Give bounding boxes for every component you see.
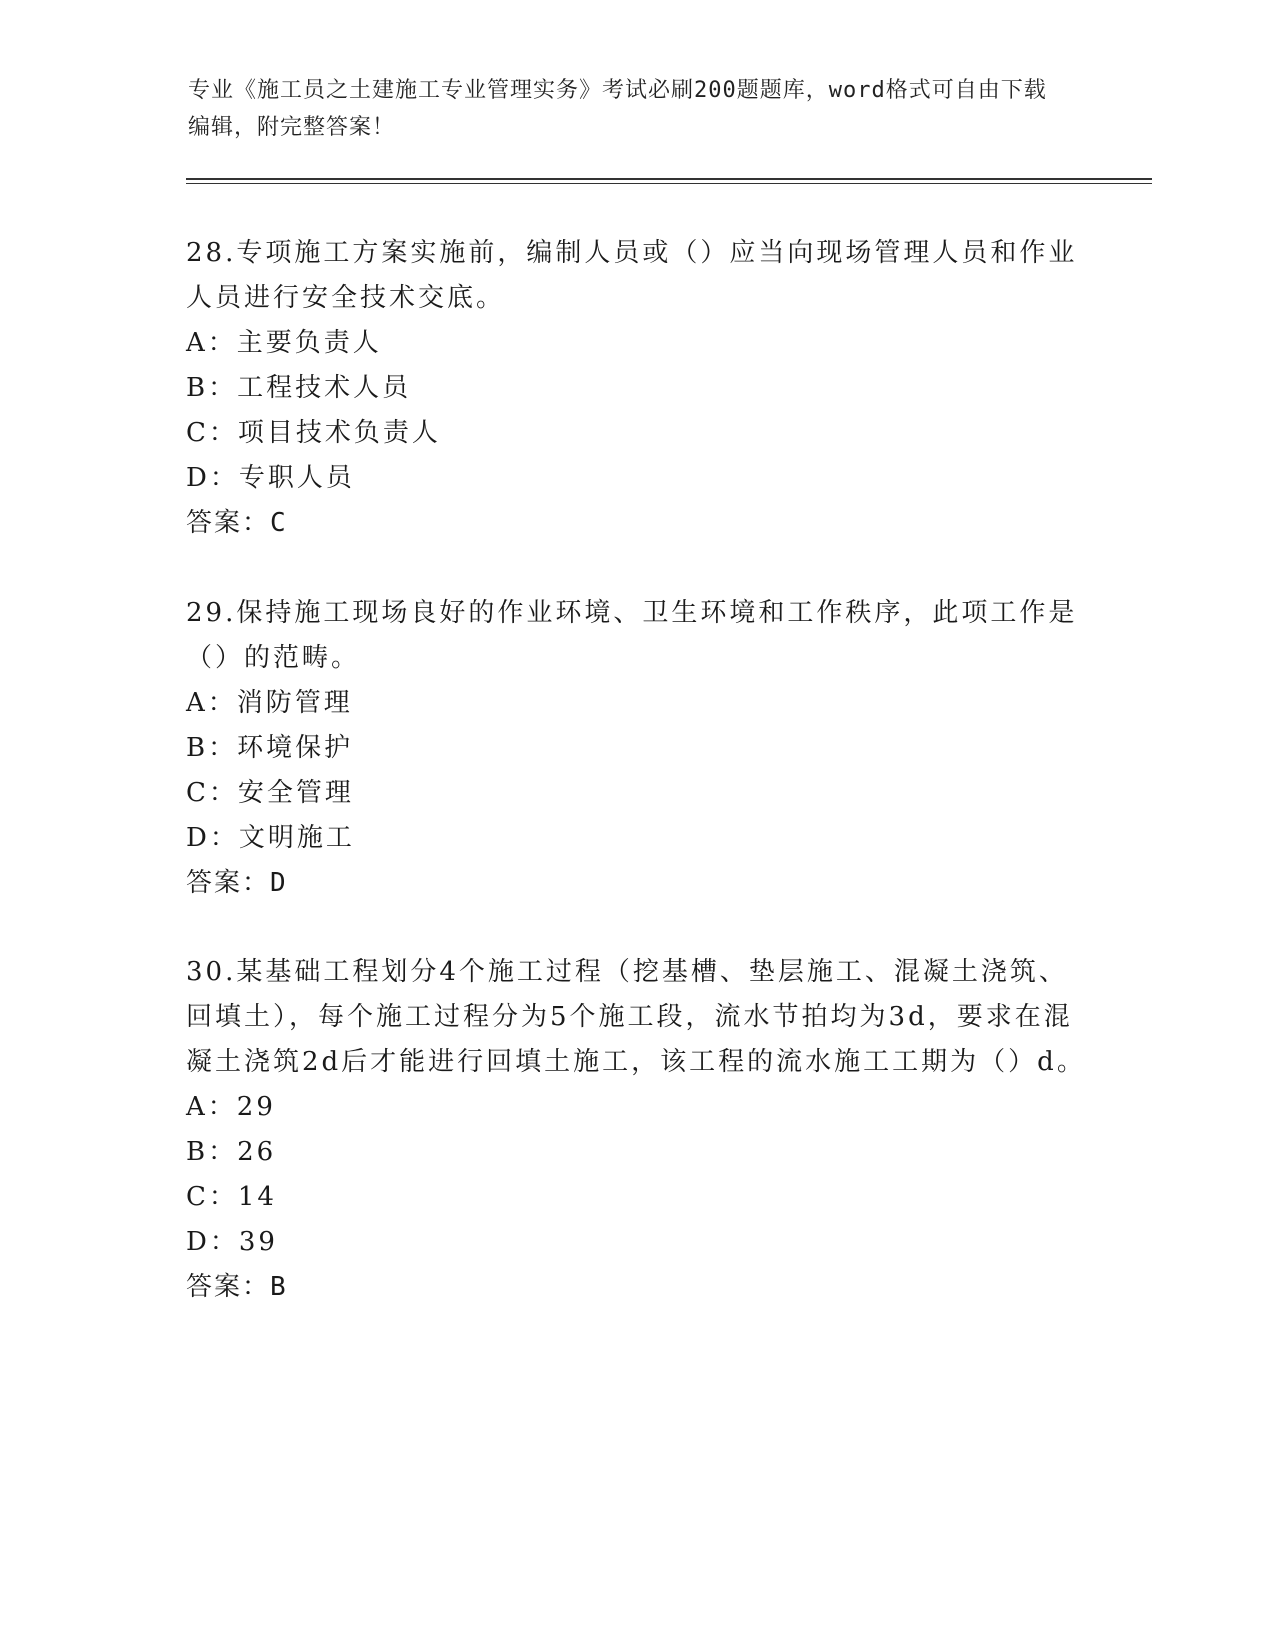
document-header: 专业《施工员之土建施工专业管理实务》考试必刷200题题库，word格式可自由下载编辑，附完整答案！	[188, 78, 1047, 140]
question-stem: 28.专项施工方案实施前，编制人员或（）应当向现场管理人员和作业人员进行安全技术交底。	[186, 238, 1078, 313]
option-b: B：环境保护	[186, 733, 354, 763]
header-divider-thin	[186, 183, 1152, 184]
header-divider-thick	[186, 178, 1152, 180]
option-a: A：29	[186, 1092, 276, 1122]
option-d: D：39	[186, 1227, 278, 1257]
question-stem: 29.保持施工现场良好的作业环境、卫生环境和工作秩序，此项工作是（）的范畴。	[186, 598, 1078, 673]
question-29	[186, 591, 1086, 906]
answer-line: 答案：D	[186, 868, 288, 898]
option-c: C：14	[186, 1182, 277, 1212]
option-c: C：项目技术负责人	[186, 418, 441, 448]
question-30	[186, 950, 1086, 1310]
option-b: B：工程技术人员	[186, 373, 412, 403]
option-c: C：安全管理	[186, 778, 354, 808]
answer-line: 答案：C	[186, 508, 288, 538]
question-28	[186, 231, 1086, 546]
option-a: A：主要负责人	[186, 328, 382, 358]
option-a: A：消防管理	[186, 688, 353, 718]
option-d: D：文明施工	[186, 823, 355, 853]
option-d: D：专职人员	[186, 463, 355, 493]
question-stem: 30.某基础工程划分4个施工过程（挖基槽、垫层施工、混凝土浇筑、回填土），每个施工过程分为5个施工段，流水节拍均为3d，要求在混凝土浇筑2d后才能进行回填土施工，该工程的流水施工工期为（）d。	[186, 957, 1086, 1077]
answer-line: 答案：B	[186, 1272, 288, 1302]
option-b: B：26	[186, 1137, 277, 1167]
